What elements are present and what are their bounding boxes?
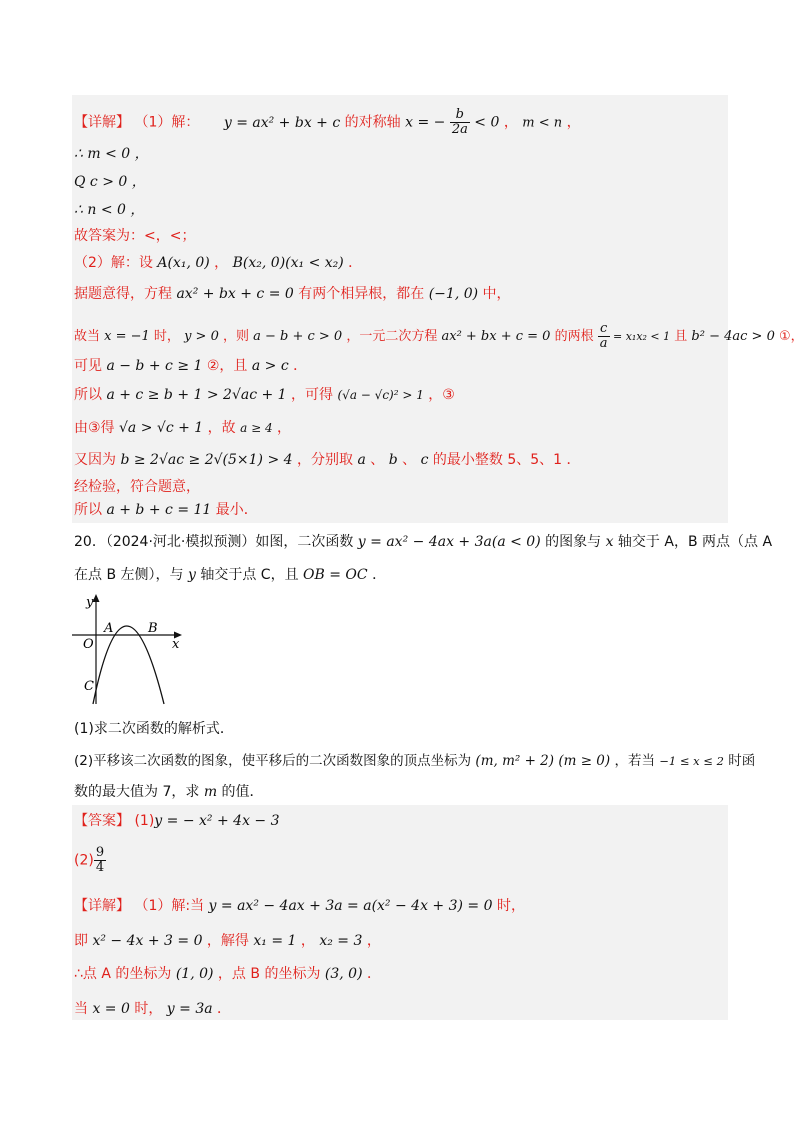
sub-question-2-line-2: 数的最大值为 7，求 m 的值． [74, 784, 264, 800]
solution-19-line-1: 【详解】 （1）解： y = ax² + bx + c 的对称轴 x = − $\frac{b}{2a}$ < 0 ， m < n ， [74, 107, 581, 137]
parabola-figure [66, 592, 190, 708]
solution-19-line-9: 可见 a − b + c ≥ 1 ②，且 a > c ． [74, 358, 308, 374]
fraction-b-over-2a: $\frac{b}{2a}$ [451, 107, 468, 137]
problem-20-line-2: 在点 B 左侧），与 y 轴交于点 C，且 OB = OC ． [74, 567, 387, 583]
label-a: A [104, 621, 114, 636]
detail-20-line-2: 即 x² − 4x + 3 = 0 ，解得 x₁ = 1 ， x₂ = 3 ， [74, 933, 381, 949]
solution-19-line-7: 据题意得，方程 ax² + bx + c = 0 有两个相异根，都在 (−1, 0) 中， [74, 286, 511, 302]
solution-19-line-5: 故答案为：<，<； [74, 228, 196, 244]
detail-tag: 【详解】 [74, 114, 130, 131]
solution-19-line-8: 故当 x = −1 时， y > 0 ，则 a − b + c > 0 ，一元二次方程 ax² + bx + c = 0 的两根 $\frac{c}{a}$ = x₁x₂ < 1 且 b² − 4ac > 0 ①， [74, 321, 804, 351]
sub-question-1: (1)求二次函数的解析式． [74, 721, 234, 737]
answer-line-1: 【答案】 (1)y = − x² + 4x − 3 [74, 813, 280, 829]
label-b: B [148, 621, 158, 636]
detail-20-line-4: 当 x = 0 时， y = 3a ． [74, 1001, 232, 1017]
detail-20-line-1: 【详解】 （1）解:当 y = ax² − 4ax + 3a = a(x² − 4x + 3) = 0 时， [74, 898, 525, 914]
fraction-9-over-4: $\frac{9}{4}$ [95, 845, 105, 875]
problem-20-line-1: 20．（2024·河北·模拟预测）如图，二次函数 y = ax² − 4ax + 3a(a < 0) 的图象与 x 轴交于 A，B 两点（点 A [74, 534, 773, 550]
sub-question-2-line-1: (2)平移该二次函数的图象，使平移后的二次函数图象的顶点坐标为 (m, m² + 2) (m ≥ 0) ，若当 −1 ≤ x ≤ 2 时函 [74, 753, 756, 769]
answer-tag: 【答案】 [74, 813, 130, 829]
solution-19-line-14: 所以 a + b + c = 11 最小． [74, 502, 258, 518]
solution-19-line-11: 由③得 √a > √c + 1 ，故 a ≥ 4 ， [74, 420, 292, 436]
solution-19-line-13: 经检验，符合题意， [74, 479, 200, 495]
label-origin: O [83, 637, 94, 652]
detail-20-line-3: ∴点 A 的坐标为 (1, 0) ，点 B 的坐标为 (3, 0) ． [74, 966, 381, 982]
y-axis-arrow [93, 594, 100, 602]
parabola-curve [93, 626, 164, 704]
solution-19-line-10: 所以 a + c ≥ b + 1 > 2√ac + 1 ，可得 (√a − √c)² > 1 ，③ [74, 387, 455, 403]
fraction-c-over-a: $\frac{c}{a}$ [599, 321, 608, 351]
solution-19-line-2: ∴ m < 0 ， [74, 146, 149, 162]
label-c: C [84, 679, 94, 694]
label-y: y [86, 595, 94, 610]
label-x: x [172, 637, 180, 652]
solution-19-line-3: Q c > 0 ， [74, 174, 146, 190]
solution-19-line-12: 又因为 b ≥ 2√ac ≥ 2√(5×1) > 4 ，分别取 a 、 b 、 c 的最小整数 5、5、1 ． [74, 452, 581, 468]
solution-19-line-4: ∴ n < 0 ， [74, 202, 145, 218]
answer-line-2: (2) $\frac{9}{4}$ [74, 845, 105, 875]
solution-19-line-6: （2）解：设 A(x₁, 0) ， B(x₂, 0)(x₁ < x₂) ． [74, 255, 363, 271]
